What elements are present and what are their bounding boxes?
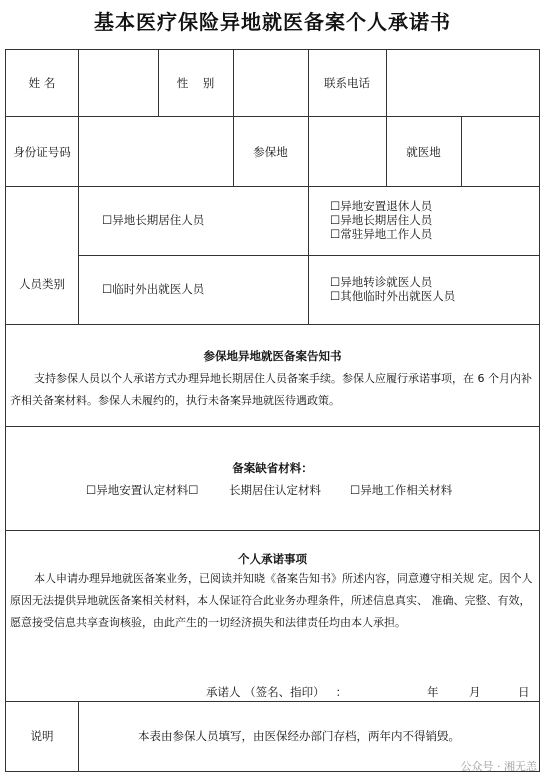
stationed-worker-option[interactable]: ☐常驻异地工作人员	[330, 227, 433, 241]
watermark: 公众号 · 湘无恙	[460, 760, 537, 773]
resettled-retiree-option[interactable]: ☐异地安置退休人员	[330, 199, 433, 213]
id-number-field[interactable]	[79, 117, 232, 185]
note-label: 说明	[30, 729, 54, 743]
row-divider	[6, 701, 539, 702]
phone-label: 联系电话	[324, 76, 370, 90]
treatment-place-label: 就医地	[406, 145, 441, 159]
gender-label: 性 别	[176, 76, 215, 90]
treatment-place-field[interactable]	[462, 117, 538, 185]
commitment-title: 个人承诺事项	[238, 552, 307, 566]
notice-title: 参保地异地就医备案告知书	[203, 349, 342, 363]
long-term-resident-sub-option[interactable]: ☐异地长期居住人员	[330, 213, 433, 227]
notice-text: 支持参保人员以个人承诺方式办理异地长期居住人员备案手续。参保人应履行承诺事项，在 6 个月内补齐相关备案材料。参保人未履约的，执行未备案异地就医待遇政策。	[10, 372, 532, 407]
long-term-material-option[interactable]: 长期居住认定材料	[229, 483, 321, 497]
name-label: 姓 名	[28, 76, 56, 90]
month-label: 月	[469, 685, 481, 699]
temporary-treatment-option[interactable]: ☐临时外出就医人员	[102, 282, 205, 296]
year-label: 年	[427, 685, 439, 699]
referral-treatment-option[interactable]: ☐异地转诊就医人员	[330, 275, 433, 289]
id-number-label: 身份证号码	[13, 145, 71, 159]
row-divider	[6, 324, 539, 325]
long-term-resident-option[interactable]: ☐异地长期居住人员	[102, 213, 205, 227]
col-divider	[78, 186, 79, 324]
other-temporary-option[interactable]: ☐其他临时外出就医人员	[330, 289, 456, 303]
commitment-text: 本人申请办理异地就医备案业务，已阅读并知晓《备案告知书》所述内容，同意遵守相关规 定。因个人原因无法提供异地就医备案相关材料，本人保证符合此业务办理条件，所述信息真实、 准确、完整、有效，愿意接受信息共享查询核验，由此产生的一切经济损失和法律责任均由本人承担。	[10, 572, 533, 629]
document-title: 基本医疗保险异地就医备案个人承诺书	[94, 10, 451, 34]
insured-place-field[interactable]	[309, 117, 385, 185]
gender-field[interactable]	[234, 51, 307, 115]
name-field[interactable]	[79, 51, 157, 115]
long-term-sub-options	[330, 199, 432, 241]
note-text: 本表由参保人员填写，由医保经办部门存档，两年内不得销毁。	[138, 729, 460, 743]
signature-label: 承诺人 （签名、指印） ：	[206, 685, 348, 699]
col-divider	[308, 186, 309, 324]
work-material-option[interactable]: ☐异地工作相关材料	[350, 483, 453, 497]
row-divider	[6, 186, 539, 187]
category-label: 人员类别	[19, 277, 65, 291]
resettlement-material-option[interactable]: ☐异地安置认定材料☐	[86, 483, 199, 497]
commitment-form	[5, 49, 540, 772]
row-divider	[6, 426, 539, 427]
row-divider	[6, 530, 539, 531]
insured-place-label: 参保地	[253, 145, 288, 159]
day-label: 日	[518, 685, 530, 699]
col-divider	[78, 701, 79, 771]
temporary-sub-options	[330, 275, 455, 303]
phone-field[interactable]	[387, 51, 538, 115]
missing-materials-title: 备案缺省材料：	[232, 461, 313, 475]
